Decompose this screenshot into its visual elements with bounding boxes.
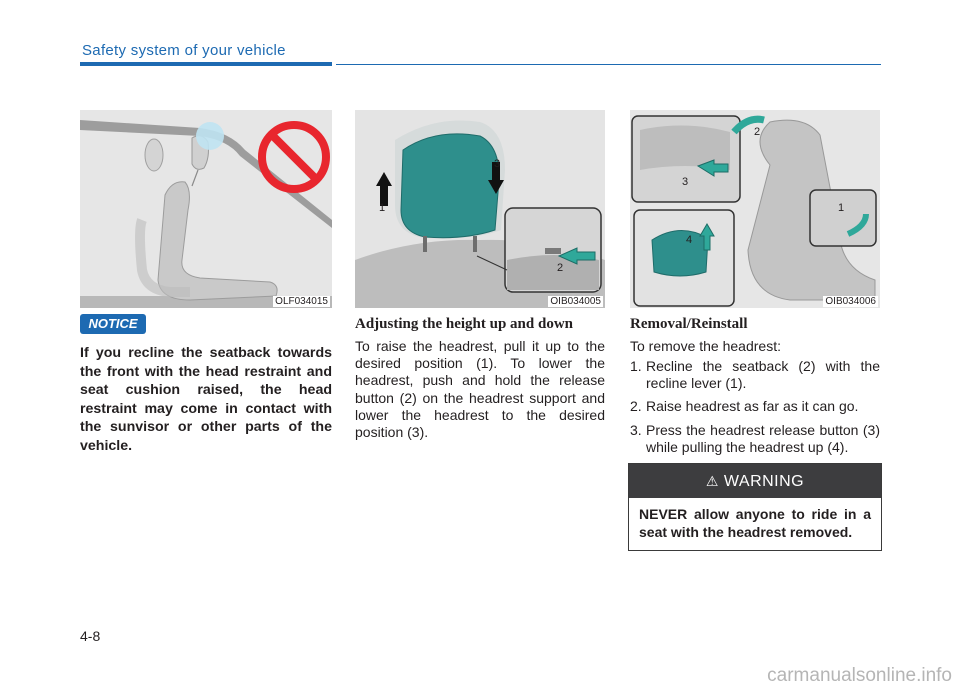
callout-4: 4: [686, 234, 693, 246]
notice-badge: NOTICE: [80, 314, 146, 334]
removal-step: 1. Recline the seatback (2) with the recline lever (1).: [630, 358, 880, 392]
callout-2: 2: [754, 126, 761, 138]
callout-3: 3: [682, 176, 689, 188]
figure-code: OIB034005: [550, 296, 601, 307]
warning-text: NEVER allow anyone to ride in a seat with the headrest removed.: [639, 506, 871, 540]
figure-headrest-height: [355, 110, 605, 308]
recline-illustration: [80, 110, 332, 308]
figure-code: OIB034006: [825, 296, 876, 307]
header-rule-bar: [80, 62, 332, 66]
removal-step: 3. Press the headrest release button (3) while pulling the headrest up (4).: [630, 421, 880, 455]
figure-code: OLF034015: [275, 296, 328, 307]
section-title: Safety system of your vehicle: [82, 42, 286, 59]
callout-1: 1: [379, 202, 386, 214]
removal-steps: [630, 358, 880, 462]
notice-text: If you recline the seatback towards the front with the head restraint and seat cushion raised, the head restraint may come in contact with the sunvisor or other parts of the vehicle.: [80, 345, 332, 454]
header-rule-line: [336, 64, 881, 65]
callout-2: 2: [557, 262, 564, 274]
removal-heading: Removal/Reinstall: [630, 316, 748, 332]
figure-headrest-removal: [630, 110, 880, 308]
removal-intro: To remove the headrest:: [630, 338, 781, 354]
removal-step: 2. Raise headrest as far as it can go.: [630, 398, 859, 415]
adjusting-body: To raise the headrest, pull it up to the desired position (1). To lower the headrest, push and hold the release button (2) on the headrest support and lower the headrest to the desired position (3).: [355, 338, 605, 441]
warning-triangle-icon: ⚠: [705, 473, 719, 489]
callout-3: 3: [494, 158, 501, 170]
callout-1: 1: [838, 202, 845, 214]
watermark: carmanualsonline.info: [767, 665, 952, 686]
headrest-height-illustration: [355, 110, 605, 308]
adjusting-heading: Adjusting the height up and down: [355, 316, 573, 332]
figure-recline-prohibited: [80, 110, 332, 308]
warning-title: WARNING: [723, 473, 805, 490]
warning-box: [628, 463, 882, 551]
page-number: 4-8: [80, 628, 101, 644]
warning-header: [629, 464, 881, 498]
